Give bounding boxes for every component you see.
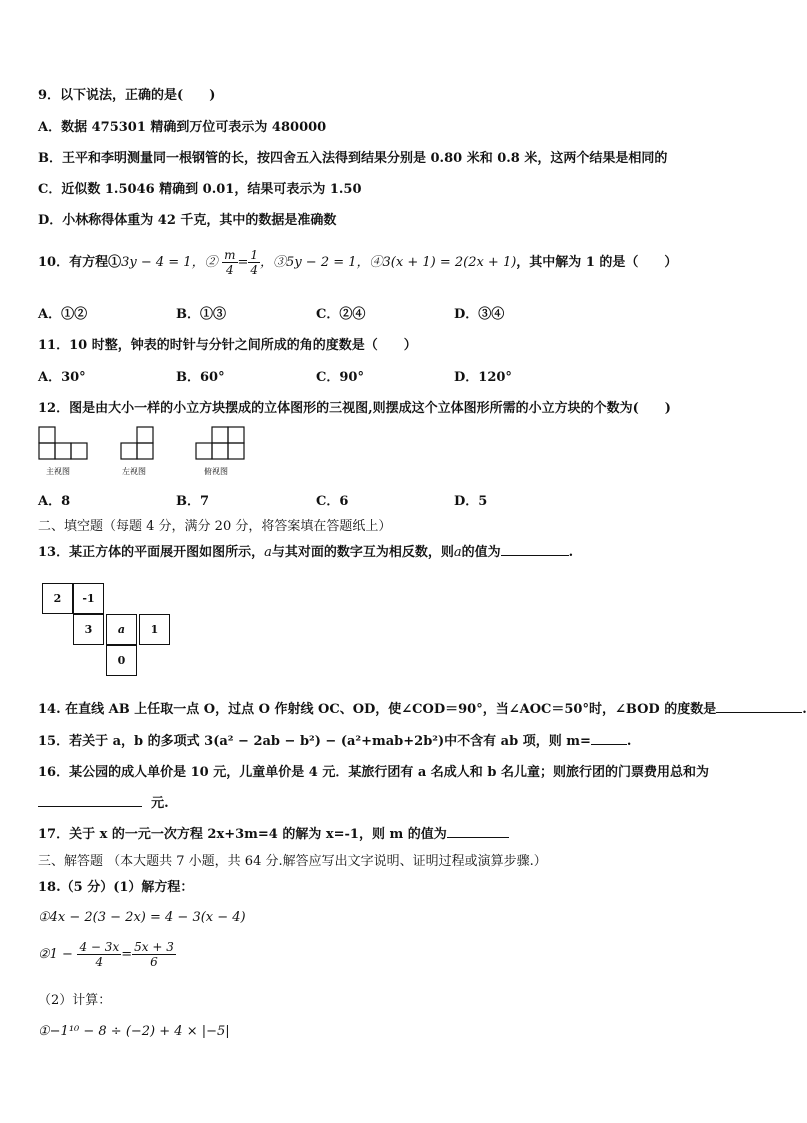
q13-stem [38,541,573,560]
three-view-drawing [38,424,298,464]
q17-stem [38,823,509,842]
net-cell: -1 [73,583,104,614]
q13-var-a: a [264,545,272,560]
q10-eq2-equals: = [237,255,249,270]
cube-net [42,583,182,683]
q18-frac-right-num: 5x + 3 [134,940,174,954]
section-2-heading: 二、填空题（每题 4 分，满分 20 分，将答案填在答题纸上） [38,519,392,534]
q10-eq1: 3y − 4 = 1，② [121,255,218,270]
left-view-cell [137,427,153,443]
q14-answer-blank[interactable] [716,699,802,713]
q10-frac-right-den: 4 [250,263,259,277]
q15-answer-blank[interactable] [591,731,627,745]
q13-stem-b: 与其对面的数字互为相反数，则 [271,545,454,560]
q10-frac-left-num: m [224,248,236,262]
q18-frac-right [132,940,176,969]
top-view-cell [228,443,244,459]
q13-answer-blank[interactable] [501,542,569,556]
q9-stem: 9．以下说法，正确的是( ) [38,88,216,103]
q13-stem-c: 的值为 [461,545,501,560]
q10-prefix: 10．有方程① [38,255,122,270]
q18-eq2-prefix: ②1 − [38,947,73,962]
front-view [39,427,87,459]
q10-frac-right-num: 1 [250,248,259,262]
q18-calc-1: ①−1¹⁰ − 8 ÷ (−2) + 4 × |−5| [38,1024,230,1039]
q10-stem [38,248,677,278]
top-view-label: 俯视图 [204,467,228,476]
net-cell-a: a [106,614,137,645]
q11-option-a: A．30° [38,370,86,385]
q18-part-2: （2）计算： [38,993,112,1008]
net-cell: 3 [73,614,104,645]
q9-option-c: C．近似数 1.5046 精确到 0.01，结果可表示为 1.50 [38,182,362,197]
top-view-cell [212,427,228,443]
net-cell: 1 [139,614,170,645]
q18-frac-left [77,940,121,969]
q13-end: . [568,545,574,560]
top-view-cell [196,443,212,459]
q10-option-b: B．①③ [176,307,226,322]
left-view [121,427,153,459]
q15-end: . [626,734,632,749]
left-view-cell [121,443,137,459]
q10-frac-right [248,248,260,277]
front-view-cell [39,427,55,443]
q10-frac-left-den: 4 [225,263,234,277]
q9-option-b: B．王平和李明测量同一根钢管的长，按四舍五入法得到结果分别是 0.80 米和 0.8 米，这两个结果是相同的 [38,151,668,166]
left-view-cell [137,443,153,459]
q18-eq2-equals: = [121,947,133,962]
q18-stem: 18.（5 分）(1）解方程： [38,880,194,895]
q13-var-a-2: a [453,545,462,560]
q10-suffix: ，其中解为 1 的是（ ） [516,255,678,270]
net-cell: 2 [42,583,73,614]
q14-stem [38,698,807,717]
q18-equation-2 [38,940,176,970]
q10-option-a: A．①② [38,307,88,322]
front-view-label: 主视图 [46,467,70,476]
q18-frac-right-den: 6 [150,955,158,969]
q11-stem: 11．10 时整，钟表的时针与分针之间所成的角的度数是（ ） [38,338,417,353]
q18-frac-left-den: 4 [95,955,104,969]
top-view-cell [228,427,244,443]
q16-answer-line [38,792,169,811]
q15-text: 15．若关于 a，b 的多项式 3(a² − 2ab − b²) − (a²+mab+2b²)中不含有 ab 项，则 m= [38,734,591,749]
q15-stem [38,730,631,749]
q9-option-d: D．小林称得体重为 42 千克，其中的数据是准确数 [38,213,337,228]
q14-end: . [802,702,807,717]
q10-frac-left [222,248,237,277]
q13-stem-a: 13．某正方体的平面展开图如图所示， [38,545,265,560]
q17-answer-blank[interactable] [447,824,509,838]
q14-text: 14. 在直线 AB 上任取一点 O，过点 O 作射线 OC、OD，使∠COD＝90°，当∠AOC＝50°时，∠BOD 的度数是 [38,702,717,717]
front-view-cell [55,443,71,459]
q10-option-c: C．②④ [316,307,366,322]
q12-option-b: B．7 [176,494,210,509]
q11-option-c: C．90° [316,370,364,385]
net-cell: 0 [106,645,137,676]
q9-option-a: A．数据 475301 精确到万位可表示为 480000 [38,120,327,135]
q16-end: 元. [151,796,169,811]
q18-frac-left-num: 4 − 3x [79,940,120,954]
front-view-cell [39,443,55,459]
q12-option-a: A．8 [38,494,71,509]
q16-answer-blank[interactable] [38,793,142,807]
three-view-figure [38,424,298,480]
q11-option-d: D．120° [454,370,512,385]
q17-text: 17．关于 x 的一元一次方程 2x+3m=4 的解为 x=-1，则 m 的值为 [38,827,447,842]
q18-equation-1: ①4x − 2(3 − 2x) = 4 − 3(x − 4) [38,910,246,925]
q12-option-c: C．6 [316,494,349,509]
top-view-cell [212,443,228,459]
section-3-heading: 三、解答题 （本大题共 7 小题，共 64 分.解答应写出文字说明、证明过程或演算步骤.） [38,854,547,869]
top-view [196,427,244,459]
q12-option-d: D．5 [454,494,488,509]
q10-option-d: D．③④ [454,307,505,322]
q12-stem: 12．图是由大小一样的小立方块摆成的立体图形的三视图,则摆成这个立体图形所需的小立方块的个数为( ) [38,401,671,416]
left-view-label: 左视图 [122,467,146,476]
q11-option-b: B．60° [176,370,225,385]
q16-stem: 16．某公园的成人单价是 10 元，儿童单价是 4 元．某旅行团有 a 名成人和 b 名儿童；则旅行团的门票费用总和为 [38,765,709,780]
q10-eq3: ，③5y − 2 = 1，④3(x + 1) = 2(2x + 1) [260,255,517,270]
front-view-cell [71,443,87,459]
